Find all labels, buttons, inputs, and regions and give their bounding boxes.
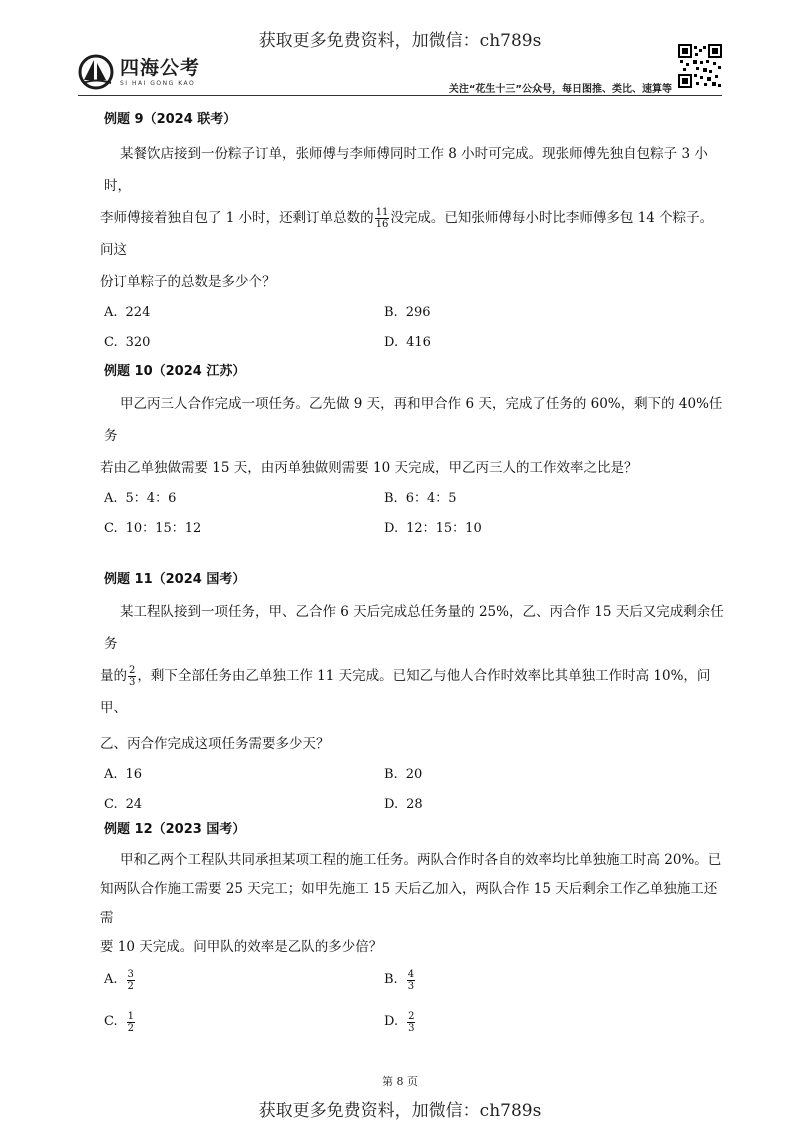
page-number: 第 8 页 <box>382 1075 418 1088</box>
question-title: 例题 10（2024 江苏） <box>104 364 246 379</box>
option-d[interactable]: D. $\frac{2}{3}$ <box>384 1010 415 1034</box>
option-c[interactable]: C. 24 <box>104 797 143 812</box>
option-a[interactable]: A. 5：4：6 <box>104 491 177 506</box>
question-stem: 甲乙丙三人合作完成一项任务。乙先做 9 天，再和甲合作 6 天，完成了任务的 60%，剩下的 40%任务 若由乙单独做需要 15 天，由丙单独做则需要 10 天完成，甲乙丙三人的工作效率之比是？ <box>100 396 723 476</box>
fraction: $\frac{4}{3}$ <box>407 968 415 992</box>
bottom-banner: 获取更多免费资料，加微信：ch789s <box>258 1101 542 1121</box>
header-divider <box>78 95 722 96</box>
fraction: $\frac{2}{3}$ <box>408 1010 415 1034</box>
option-d[interactable]: D. 416 <box>384 335 431 350</box>
header <box>78 44 722 96</box>
fraction: $\frac{11}{16}$ <box>375 207 389 230</box>
option-c[interactable]: C. $\frac{1}{2}$ <box>104 1010 134 1034</box>
option-a[interactable]: A. 16 <box>104 767 143 782</box>
option-c[interactable]: C. 10：15：12 <box>104 521 202 536</box>
options <box>104 760 724 820</box>
logo-name: 四海公考 <box>120 56 201 79</box>
option-d[interactable]: D. 12：15：10 <box>384 521 482 536</box>
option-b[interactable]: B. $\frac{4}{3}$ <box>384 968 415 992</box>
question-10 <box>100 362 724 544</box>
question-stem: 甲和乙两个工程队共同承担某项工程的施工任务。两队合作时各自的效率均比单独施工时高 20%。已 知两队合作施工需要 25 天完工；如甲先施工 15 天后乙加入，两队合作 15 天后剩余工作乙单独施工还需 要 10 天完成。问甲队的效率是乙队的多少倍？ <box>100 852 722 955</box>
fraction: $\frac{2}{3}$ <box>129 665 136 688</box>
option-d[interactable]: D. 28 <box>384 797 423 812</box>
options <box>104 484 724 544</box>
options <box>104 962 724 1040</box>
qr-code-icon <box>678 44 722 88</box>
option-b[interactable]: B. 20 <box>384 767 423 782</box>
option-a[interactable]: A. 224 <box>104 305 151 320</box>
fraction: $\frac{1}{2}$ <box>127 1010 134 1034</box>
top-banner: 获取更多免费资料，加微信：ch789s <box>258 31 542 51</box>
logo <box>78 54 200 90</box>
option-a[interactable]: A. $\frac{3}{2}$ <box>104 968 134 992</box>
question-11 <box>100 570 724 820</box>
question-stem: 某餐饮店接到一份粽子订单，张师傅与李师傅同时工作 8 小时可完成。现张师傅先独自包粽子 3 小时， 李师傅接着独自包了 1 小时，还剩订单总数的 $\frac{11}{16}$ 没完成。已知张师傅每小时比李师傅多包 14 个粽子。问这 份订单粽子的总数是多少个？ <box>100 146 714 290</box>
fraction: $\frac{3}{2}$ <box>127 968 134 992</box>
logo-subtitle: SI HAI GONG KAO <box>120 79 196 87</box>
question-stem: 某工程队接到一项任务，甲、乙合作 6 天后完成总任务量的 25%，乙、丙合作 15 天后又完成剩余任务 量的 $\frac{2}{3}$ ，剩下全部任务由乙单独工作 11 天完成。已知乙与他人合作时效率比其单独工作时高 10%，问甲、 乙、丙合作完成这项任务需要多少天？ <box>100 604 724 752</box>
sailboat-logo-icon <box>78 54 116 90</box>
question-title: 例题 9（2024 联考） <box>104 112 237 127</box>
option-c[interactable]: C. 320 <box>104 335 151 350</box>
options <box>104 298 724 358</box>
header-slogan: 关注“花生十三”公众号，每日图推、类比、速算等 <box>448 84 672 95</box>
question-12 <box>100 820 724 1040</box>
question-title: 例题 12（2023 国考） <box>104 822 246 837</box>
option-b[interactable]: B. 6：4：5 <box>384 491 457 506</box>
question-title: 例题 11（2024 国考） <box>104 572 246 587</box>
option-b[interactable]: B. 296 <box>384 305 431 320</box>
question-9 <box>100 110 724 358</box>
